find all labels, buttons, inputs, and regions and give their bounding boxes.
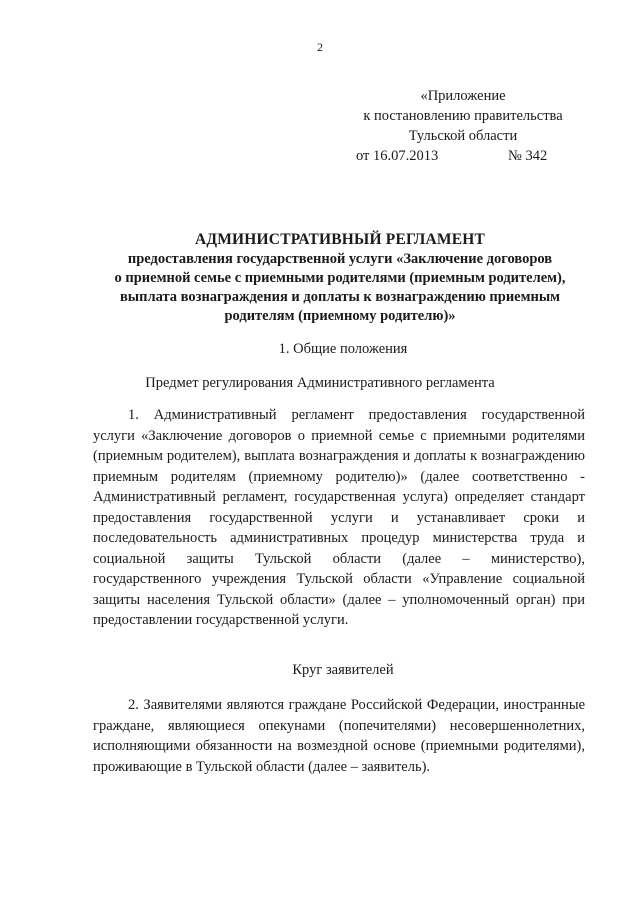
paragraph-2: 2. Заявителями являются граждане Российской Федерации, иностранные граждане, являющиеся опекунами (попечителями) несовершеннолетних, исполняющими обязанности на возмездной основе (приемными родителями), проживающие в Тульской области (далее – заявитель).: [93, 697, 585, 775]
subsection-heading-subject: Предмет регулирования Административного регламента: [145, 375, 495, 391]
title-line: выплата вознаграждения и доплаты к вознаграждению приемным: [119, 289, 561, 305]
title-line: родителям (приемному родителю)»: [224, 308, 456, 324]
title-line: предоставления государственной услуги «Заключение договоров: [127, 251, 553, 267]
order-number: № 342: [508, 148, 548, 164]
appendix-line: Тульской области: [408, 128, 518, 144]
appendix-line: «Приложение: [420, 88, 506, 104]
appendix-line: к постановлению правительства: [363, 108, 563, 124]
appendix-header: [348, 86, 578, 146]
paragraph-1: 1. Административный регламент предоставления государственной услуги «Заключение договоров о приемной семье с приемными родителями (приемным родителем), выплата вознаграждения и доплаты к вознаграждению приемным родителям (приемному родителю)» (далее соответственно - Административный регламент, государственная услуга) определяет стандарт предоставления государственной услуги и устанавливает сроки и последовательность административных процедур министерства труда и социальной защиты Тульской области (далее – министерство), государственного учреждения Тульской области «Управление социальной защиты населения Тульской области» (далее – уполномоченный орган) при предоставлении государственной услуги.: [93, 407, 585, 628]
page-number: 2: [317, 40, 323, 54]
title-main: АДМИНИСТРАТИВНЫЙ РЕГЛАМЕНТ: [194, 231, 486, 248]
subsection-heading-applicants: Круг заявителей: [292, 662, 394, 678]
document-title: [90, 230, 590, 326]
order-reference: [356, 146, 556, 166]
title-line: о приемной семье с приемными родителями (приемным родителем),: [114, 270, 566, 286]
section-heading: 1. Общие положения: [278, 341, 408, 357]
order-date: от 16.07.2013: [356, 148, 439, 164]
